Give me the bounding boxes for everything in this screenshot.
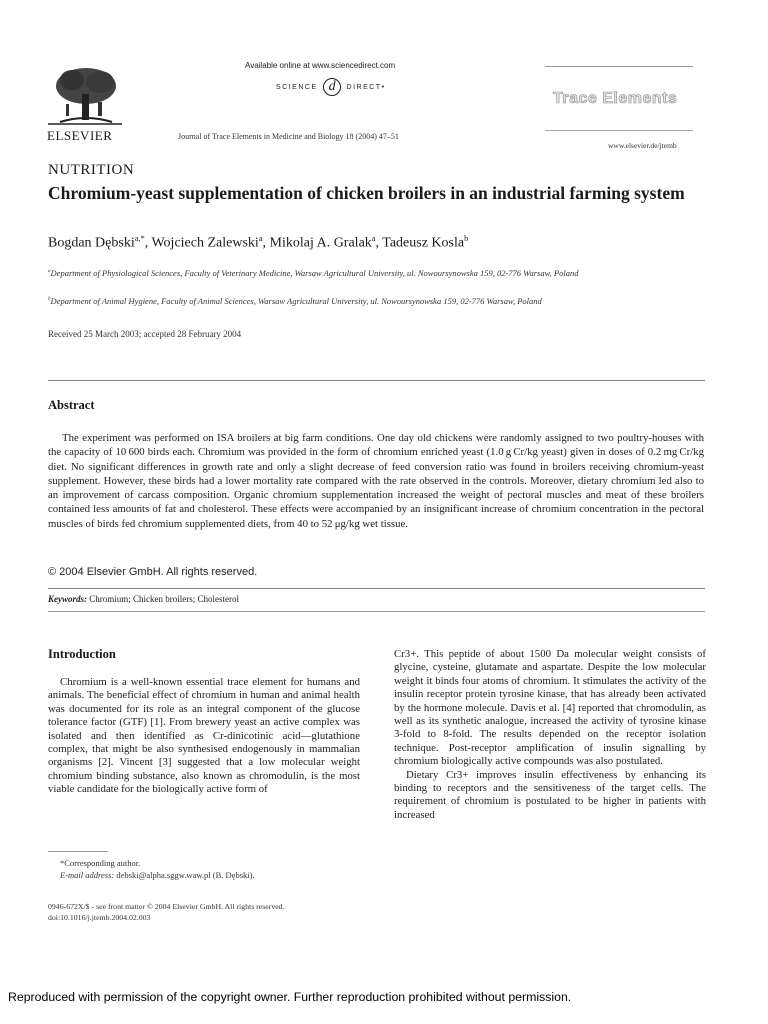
journal-logo-top-rule xyxy=(545,66,693,67)
email-address: debski@alpha.sggw.waw.pl (B. Dębski). xyxy=(116,870,255,880)
author-name: Wojciech Zalewski xyxy=(151,235,259,251)
divider xyxy=(48,380,705,381)
sciencedirect-direct-word: DIRECT xyxy=(346,83,382,91)
affiliation-b: $^b$Department of Animal Hygiene, Faculty of Animal Sciences, Warsaw Agricultural University, ul. Nowoursynowska 159, 02-776 Warsaw, Poland xyxy=(48,295,542,306)
right-column xyxy=(394,648,706,822)
introduction-paragraph: Dietary Cr3+ improves insulin effectiveness by enhancing its binding to receptors and the sensitiveness of the target cells. The requirement of chromium is postulated to be higher in patients with increased xyxy=(394,768,706,821)
author-name: Tadeusz Kosla xyxy=(382,235,465,251)
corresponding-author-note: *Corresponding author. xyxy=(60,858,141,868)
journal-logo-bottom-rule xyxy=(545,130,693,131)
keywords-label: Keywords: xyxy=(48,594,87,604)
article-title: Chromium-yeast supplementation of chicken broilers in an industrial farming system xyxy=(48,183,685,203)
sciencedirect-d-icon: d xyxy=(323,78,341,96)
keywords-list: Chromium; Chicken broilers; Cholesterol xyxy=(89,594,239,604)
footnote xyxy=(60,857,255,881)
abstract-copyright: © 2004 Elsevier GmbH. All rights reserved. xyxy=(48,566,258,578)
received-dates: Received 25 March 2003; accepted 28 February 2004 xyxy=(48,329,242,339)
elsevier-tree-logo-icon xyxy=(42,64,126,128)
author-affiliation-mark: a,* xyxy=(134,234,145,243)
author-affiliation-mark: a xyxy=(258,234,263,243)
publisher-name: ELSEVIER xyxy=(47,128,113,143)
doi-line: doi:10.1016/j.jtemb.2004.02.003 xyxy=(48,913,151,922)
abstract-body: The experiment was performed on ISA broilers at big farm conditions. One day old chickens were randomly assigned to two poultry-houses with the capacity of 10 600 birds each. Chromium was provided in the form of chromium enriched yeast (1.0 g Cr/kg yeast) given in doses of 0.2 mg Cr/kg diet. No significant differences in growth rate and only a slight decrease of feed conversion ratio was found in broilers receiving chromium-yeast supplement. However, these birds had a lower mortality rate compared with the rate observed in the controls. Moreover, dietary chromium led also to an improvement of carcass composition. Organic chromium supplementation increased the weight of pectoral muscles and meat of these broilers contained less amounts of fat and cholesterol. These effects were accompanied by an insignificant increase of chromium concentration in the pectoral muscles of birds fed chromium supplemented diets, from 40 to 52 μg/kg wet tissue. xyxy=(48,432,704,530)
reproduction-notice: Reproduced with permission of the copyright owner. Further reproduction prohibited without permission. xyxy=(8,990,572,1004)
left-column xyxy=(48,676,360,797)
journal-citation: Journal of Trace Elements in Medicine and Biology 18 (2004) 47–51 xyxy=(178,132,399,141)
available-online-note: Available online at www.sciencedirect.com xyxy=(245,61,396,70)
keywords xyxy=(48,594,239,604)
affiliation-a: $^a$Department of Physiological Sciences, Faculty of Veterinary Medicine, Warsaw Agricultural University, ul. Nowoursynowska 159, 02-776 Warsaw, Poland xyxy=(48,267,579,278)
author-affiliation-mark: b xyxy=(464,234,469,243)
issn-doi-block xyxy=(48,901,285,923)
journal-logo-title: Trace Elements xyxy=(553,90,678,107)
footnote-rule xyxy=(48,851,108,852)
abstract-heading: Abstract xyxy=(48,398,95,412)
author-affiliation-mark: a xyxy=(371,234,376,243)
sciencedirect-science-word: SCIENCE xyxy=(276,83,318,91)
introduction-paragraph: Cr3+. This peptide of about 1500 Da molecular weight consists of glycine, cysteine, glutamate and aspartate. Despite the low molecular weight it binds four atoms of chromium. It stimulates the activity of the insulin receptor protein tyrosine kinase, that has already been activated by the hormone molecule. Davis et al. [4] reported that chromodulin, as well as its synthetic analogue, increased the activity of tyrosine kinase 3-fold to 8-fold. The results depended on the receptor isolation technique. Post-receptor amplification of insulin signalling by chromium biologically active compounds was also postulated. xyxy=(394,648,706,768)
email-label: E-mail address: xyxy=(60,870,115,880)
email-note xyxy=(60,869,255,881)
author-name: Mikolaj A. Gralak xyxy=(269,235,372,251)
divider xyxy=(48,588,705,589)
journal-url: www.elsevier.de/jtemb xyxy=(608,141,677,150)
sciencedirect-logo: SCIENCE d DIRECT• xyxy=(276,79,386,94)
introduction-paragraph: Chromium is a well-known essential trace element for humans and animals. The beneficial effect of chromium in human and animal health was documented for its role as an integral component of the glucose tolerance factor (GTF) [1]. From brewery yeast an active complex was isolated and then identified as Cr-dinicotinic acid—glutathione complex, that might be also synthesised endogenously in mammalian organisms [2]. Vincent [3] suggested that a low molecular weight chromium binding substance, also known as chromodulin, is the most viable candidate for the biologically active form of xyxy=(48,676,360,796)
introduction-heading: Introduction xyxy=(48,647,116,661)
author-list: Bogdan Dębski$^{a,*}$, Wojciech Zalewski$^a$, Mikolaj A. Gralak$^a$, Tadeusz Kosla$^b$ xyxy=(48,234,469,251)
divider xyxy=(48,611,705,612)
section-label: NUTRITION xyxy=(48,162,135,178)
issn-line: 0946-672X/$ - see front matter © 2004 Elsevier GmbH. All rights reserved. xyxy=(48,902,285,911)
author-name: Bogdan Dębski xyxy=(48,235,135,251)
